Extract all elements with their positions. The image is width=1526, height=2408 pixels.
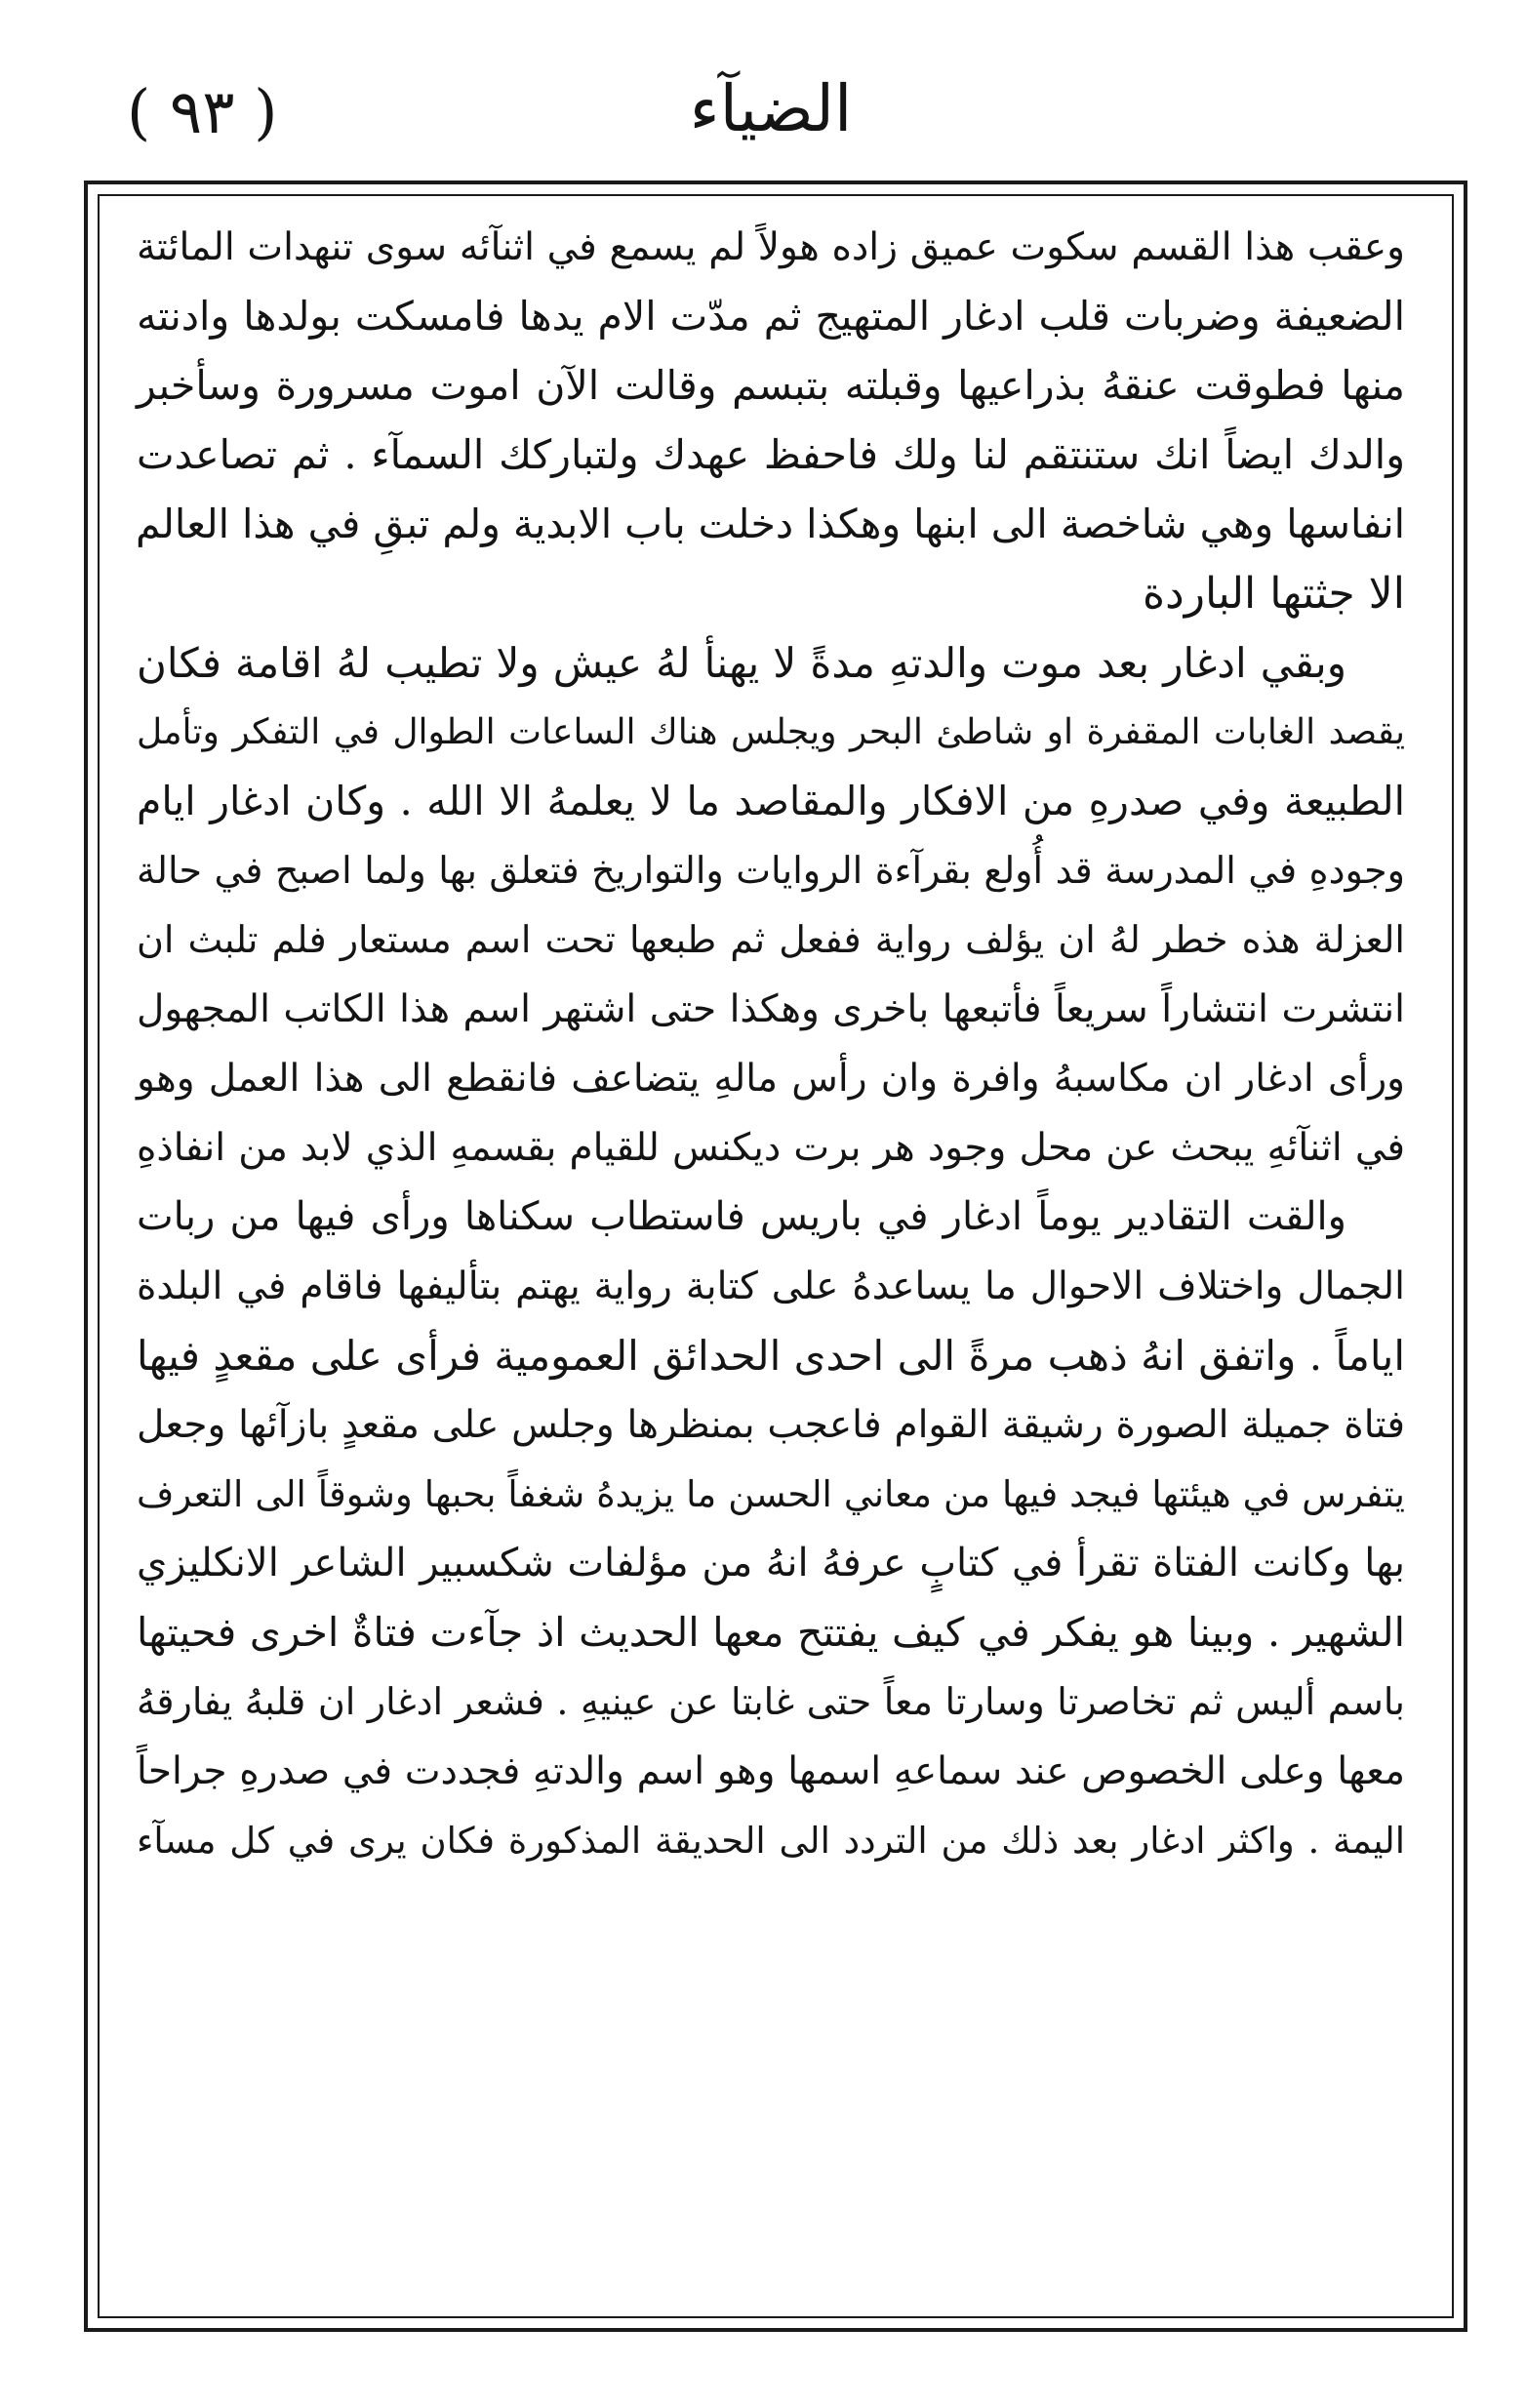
- text-line: الجمال واختلاف الاحوال ما يساعدهُ على كتابة رواية يهتم بتأليفها فاقام في البلدة: [137, 1264, 1405, 1308]
- text-line: الضعيفة وضربات قلب ادغار المتهيج ثم مدّت الام يدها فامسكت بولدها وادنته: [137, 293, 1405, 340]
- text-line: ورأى ادغار ان مكاسبهُ وافرة وان رأس مالهِ يتضاعف فانقطع الى هذا العمل وهو: [137, 1057, 1405, 1101]
- text-line: اليمة . واكثر ادغار بعد ذلك من التردد الى الحديقة المذكورة فكان يرى في كل مسآء: [137, 1820, 1405, 1862]
- body-text: [137, 213, 1405, 1875]
- text-line: في اثنآئهِ يبحث عن محل وجود هر برت ديكنس للقيام بقسمهِ الذي لابد من انفاذهِ: [137, 1126, 1405, 1170]
- text-line: انتشرت انتشاراً سريعاً فأتبعها باخرى وهكذا حتى اشتهر اسم هذا الكاتب المجهول: [137, 987, 1405, 1031]
- text-line: الطبيعة وفي صدرهِ من الافكار والمقاصد ما لا يعلمهُ الا الله . وكان ادغار ايام: [137, 778, 1405, 824]
- text-line: الشهير . وبينا هو يفكر في كيف يفتتح معها الحديث اذ جآءت فتاةٌ اخرى فحيتها: [137, 1609, 1405, 1656]
- text-line: اياماً . واتفق انهُ ذهب مرةً الى احدى الحدائق العمومية فرأى على مقعدٍ فيها: [137, 1332, 1405, 1380]
- page-header: [0, 59, 1526, 176]
- text-line: وجودهِ في المدرسة قد أُولع بقرآءة الروايات والتواريخ فتعلق بها ولما اصبح في حالة: [137, 849, 1405, 892]
- text-line: والقت التقادير يوماً ادغار في باريس فاستطاب سكناها ورأى فيها من ربات: [137, 1194, 1346, 1239]
- text-line: منها فطوقت عنقهُ بذراعيها وقبلته بتبسم وقالت الآن اموت مسرورة وسأخبر: [137, 362, 1405, 409]
- text-line: الا جثتها الباردة: [1143, 569, 1405, 619]
- text-line: يتفرس في هيئتها فيجد فيها من معاني الحسن ما يزيدهُ شغفاً بحبها وشوقاً الى التعرف: [137, 1473, 1405, 1515]
- text-line: العزلة هذه خطر لهُ ان يؤلف رواية ففعل ثم طبعها تحت اسم مستعار فلم تلبث ان: [137, 918, 1405, 961]
- text-line: وبقي ادغار بعد موت والدتهِ مدةً لا يهنأ لهُ عيش ولا تطيب لهُ اقامة فكان: [137, 639, 1346, 687]
- text-line: يقصد الغابات المقفرة او شاطئ البحر ويجلس هناك الساعات الطوال في التفكر وتأمل: [137, 712, 1405, 752]
- text-line: انفاسها وهي شاخصة الى ابنها وهكذا دخلت باب الابدية ولم تبقِ في هذا العالم: [136, 501, 1405, 547]
- text-line: بها وكانت الفتاة تقرأ في كتابٍ عرفهُ انهُ من مؤلفات شكسبير الشاعر الانكليزي: [137, 1541, 1405, 1585]
- text-line: معها وعلى الخصوص عند سماعهِ اسمها وهو اسم والدتهِ فجددت في صدرهِ جراحاً: [137, 1749, 1405, 1793]
- page-number: ( ٩٣ ): [127, 76, 278, 147]
- text-line: وعقب هذا القسم سكوت عميق زاده هولاً لم يسمع في اثنآئه سوى تنهدات المائتة: [137, 225, 1405, 269]
- text-line: فتاة جميلة الصورة رشيقة القوام فاعجب بمنظرها وجلس على مقعدٍ بازآئها وجعل: [137, 1403, 1405, 1447]
- text-line: باسم أليس ثم تخاصرتا وسارتا معاً حتى غابتا عن عينيهِ . فشعر ادغار ان قلبهُ يفارقهُ: [137, 1680, 1405, 1723]
- text-line: والدك ايضاً انك ستنتقم لنا ولك فاحفظ عهدك ولتباركك السمآء . ثم تصاعدت: [137, 431, 1405, 478]
- running-title: الضيآء: [689, 71, 853, 146]
